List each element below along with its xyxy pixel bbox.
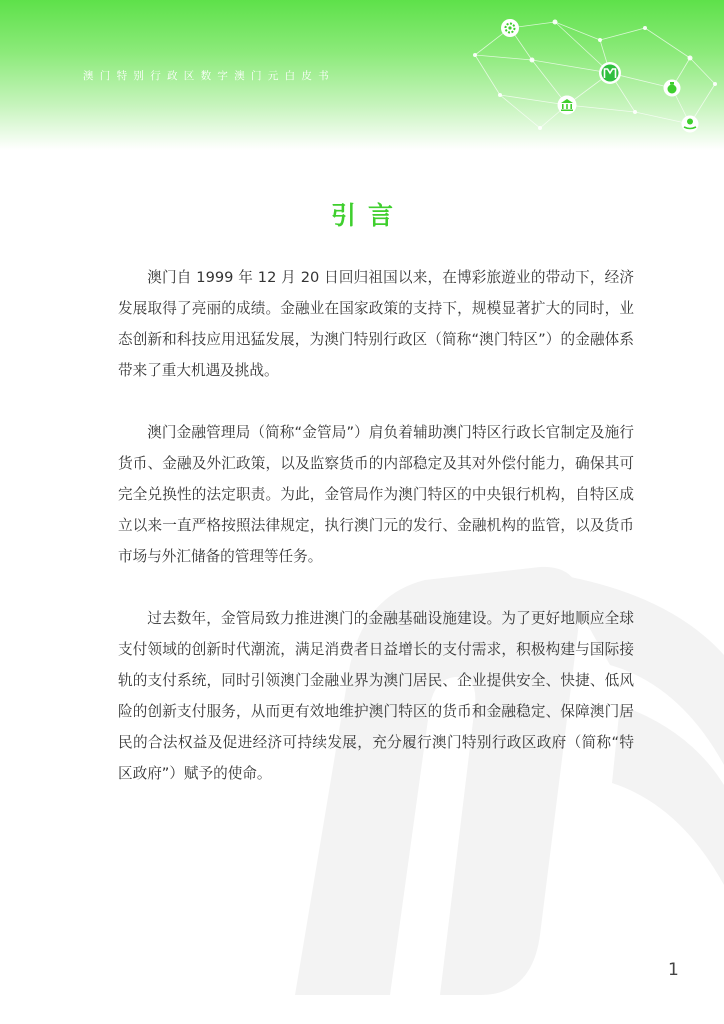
body-text xyxy=(118,262,634,820)
paragraph: 澳门金融管理局（简称“金管局”）肩负着辅助澳门特区行政长官制定及施行货币、金融及外汇政策，以及监察货币的内部稳定及其对外偿付能力，确保其可完全兑换性的法定职责。为此，金管局作为澳门特区的中央银行机构，自特区成立以来一直严格按照法律规定，执行澳门元的发行、金融机构的监管，以及货币市场与外汇储备的管理等任务。 xyxy=(118,424,634,565)
money-bag-icon xyxy=(664,80,681,97)
paragraph: 澳门自 1999 年 12 月 20 日回归祖国以来，在博彩旅遊业的带动下，经济发展取得了亮丽的成绩。金融业在国家政策的支持下，规模显著扩大的同时，业态创新和科技应用迅猛发展，为澳门特别行政区（简称“澳门特区”）的金融体系带来了重大机遇及挑战。 xyxy=(118,269,634,379)
paragraph: 过去数年，金管局致力推进澳门的金融基础设施建设。为了更好地顺应全球支付领域的创新时代潮流，满足消费者日益增长的支付需求，积极构建与国际接轨的支付系统，同时引领澳门金融业界为澳门居民、企业提供安全、快捷、低风险的创新支付服务，从而更有效地维护澳门特区的货币和金融稳定、保障澳门居民的合法权益及促进经济可持续发展，充分履行澳门特别行政区政府（简称“特区政府”）赋予的使命。 xyxy=(118,610,634,782)
page-title: 引言 xyxy=(330,201,405,230)
coin-hand-icon xyxy=(682,116,699,133)
page-number: 1 xyxy=(668,960,679,980)
bank-icon xyxy=(558,96,577,115)
network-graphic xyxy=(460,0,724,150)
gear-icon xyxy=(501,19,519,37)
document-title: 澳门特别行政区数字澳门元白皮书 xyxy=(83,70,335,82)
monetary-authority-logo-icon xyxy=(599,62,621,84)
